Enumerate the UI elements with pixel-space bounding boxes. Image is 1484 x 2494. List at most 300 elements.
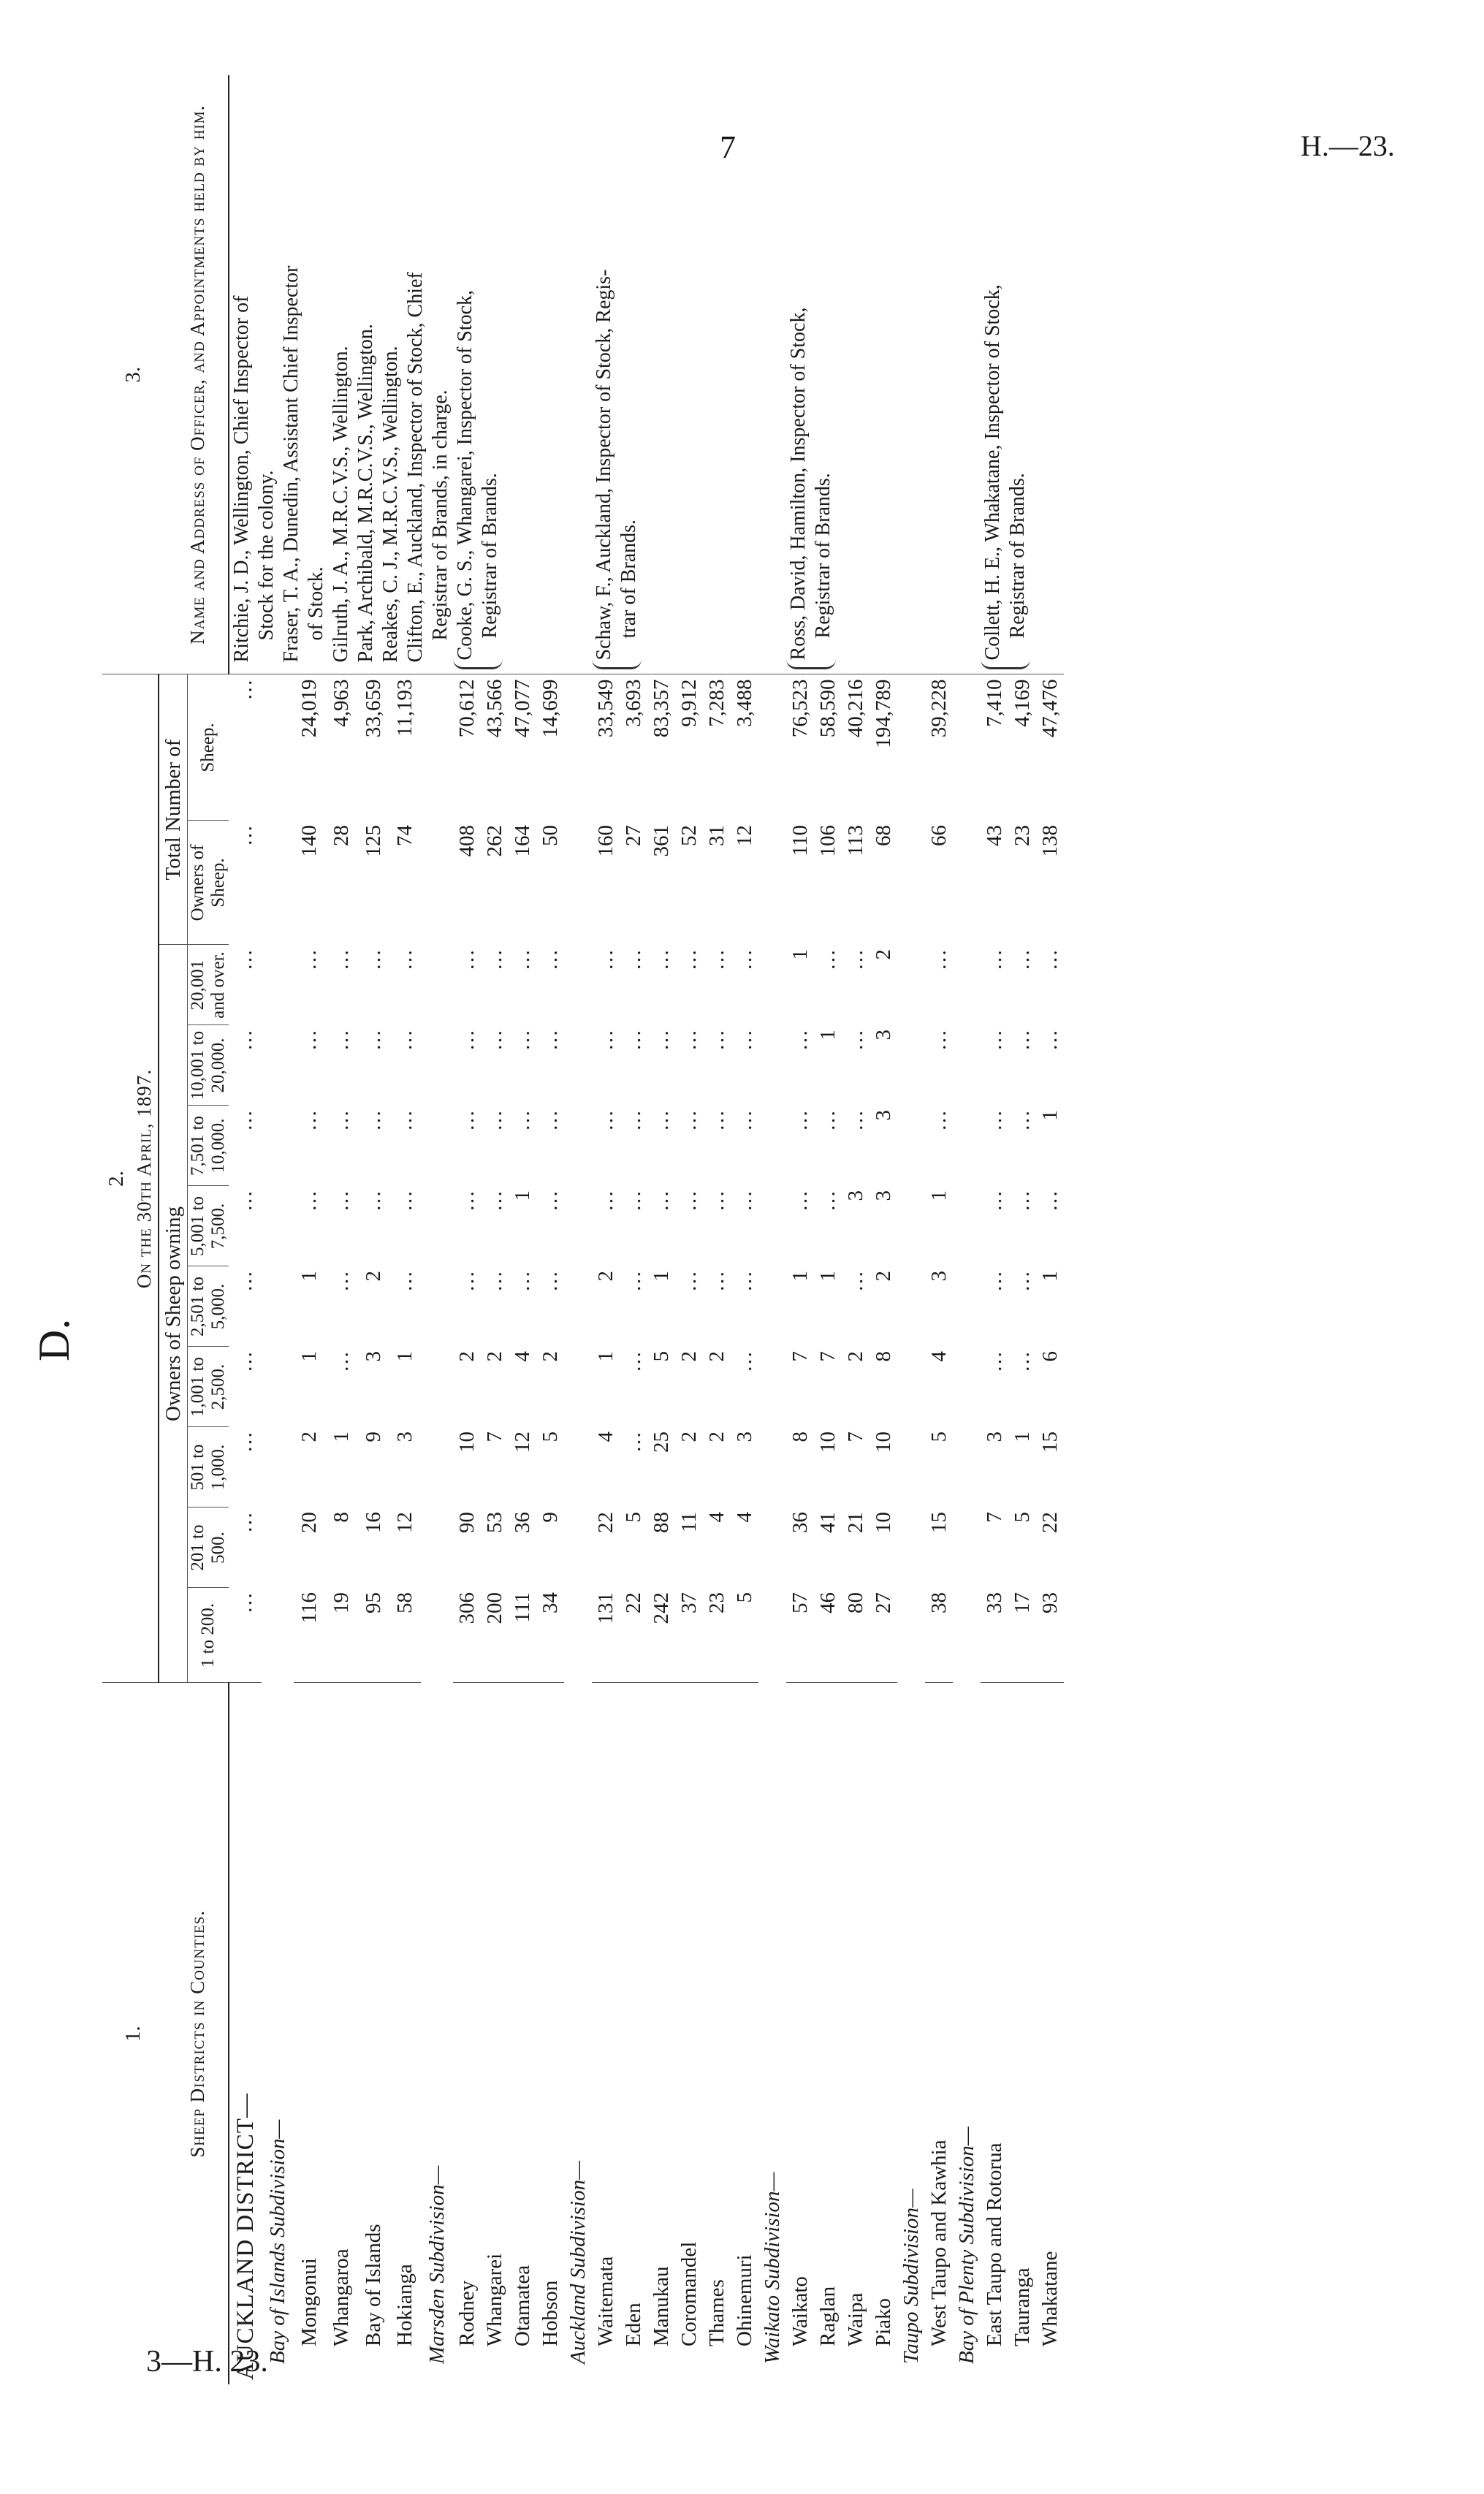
document-reference: H.—23.: [1301, 129, 1395, 162]
range-count-cell: 20: [297, 1512, 321, 1533]
sheep-count-cell: 39,228: [927, 679, 951, 738]
range-count-cell: …: [233, 1351, 257, 1372]
officer-line: Collett, H. E., Whakatane, Inspector of Stock,: [981, 284, 1004, 661]
officer-line: Ritchie, J. D., Wellington, Chief Inspector of: [230, 295, 253, 663]
sheep-count-cell: 3,693: [622, 679, 645, 727]
range-count-cell: 9: [539, 1512, 562, 1523]
officer-entry: [453, 80, 503, 670]
range-header-3: 501 to 1,000.: [188, 1427, 229, 1508]
range-count-cell: 1: [393, 1351, 417, 1362]
county-name: Ohinemuri: [733, 2254, 756, 2346]
county-name: East Taupo and Rotorua: [983, 2143, 1006, 2346]
range-count-cell: 2: [677, 1351, 701, 1362]
range-count-cell: …: [733, 949, 756, 970]
county-name: Waipa: [844, 2292, 867, 2346]
range-count-cell: …: [330, 1030, 354, 1051]
range-count-cell: …: [361, 1110, 385, 1131]
county-name: Raglan: [816, 2286, 840, 2346]
sheep-count-cell: 43,566: [483, 679, 506, 738]
county-name: Eden: [622, 2303, 645, 2346]
county-name: Tauranga: [1011, 2267, 1034, 2346]
range-count-cell: 242: [647, 1588, 675, 1683]
range-count-cell: 3: [872, 1190, 895, 1201]
range-count-cell: …: [455, 1030, 479, 1051]
owners-count-cell: 262: [483, 825, 506, 857]
county-name: Mongonui: [297, 2258, 321, 2346]
range-count-cell: …: [788, 1030, 812, 1051]
range-count-cell: 15: [1038, 1432, 1062, 1453]
range-count-cell: …: [539, 1271, 562, 1292]
range-count-cell: …: [677, 1271, 701, 1292]
range-header-6: 5,001 to 7,500.: [188, 1186, 229, 1266]
range-count-cell: …: [927, 949, 951, 970]
range-count-cell: …: [622, 1190, 645, 1212]
page-number: 7: [720, 129, 736, 165]
range-count-cell: 25: [650, 1432, 673, 1453]
range-count-cell: 2: [705, 1351, 728, 1362]
range-count-cell: …: [330, 1190, 354, 1212]
range-count-cell: 5: [927, 1432, 951, 1442]
range-count-cell: …: [330, 1351, 354, 1372]
county-name: Piako: [872, 2297, 895, 2346]
range-count-cell: …: [297, 1110, 321, 1131]
range-count-cell: …: [677, 1030, 701, 1051]
range-count-cell: 27: [870, 1588, 897, 1683]
owners-count-cell: 110: [788, 825, 812, 856]
range-count-cell: 19: [325, 1588, 357, 1683]
officer-line: trar of Brands.: [617, 519, 640, 639]
owners-of-sheep-owning-header: Owners of Sheep owning: [159, 945, 188, 1683]
range-count-cell: 11: [677, 1512, 701, 1532]
officer-line: Gilruth, J. A., M.R.C.V.S., Wellington.: [330, 346, 352, 663]
range-count-cell: 16: [361, 1512, 385, 1533]
range-count-cell: …: [511, 1110, 534, 1131]
owners-count-cell: 23: [1011, 825, 1034, 846]
range-count-cell: …: [233, 1512, 257, 1533]
range-count-cell: …: [297, 949, 321, 970]
range-count-cell: …: [1011, 1110, 1034, 1131]
range-count-cell: …: [622, 949, 645, 970]
officer-line: of Stock.: [305, 566, 327, 641]
owners-count-cell: 68: [872, 825, 895, 846]
sheep-count-cell: 4,963: [330, 679, 354, 727]
range-count-cell: 93: [1036, 1588, 1064, 1683]
range-count-cell: …: [455, 1271, 479, 1292]
officer-line: Registrar of Brands.: [812, 473, 834, 639]
column-2-number: 2.: [104, 1171, 128, 1187]
range-count-cell: 34: [536, 1588, 564, 1683]
range-count-cell: 53: [483, 1512, 506, 1533]
range-count-cell: 10: [872, 1432, 895, 1453]
range-count-cell: …: [229, 1588, 262, 1683]
range-count-cell: 1: [297, 1351, 321, 1362]
range-count-cell: …: [927, 1030, 951, 1051]
range-count-cell: 8: [330, 1512, 354, 1523]
officer-line: Clifton, E., Auckland, Inspector of Stock, Chief: [404, 272, 427, 663]
owners-count-cell: 12: [733, 825, 756, 846]
range-count-cell: …: [393, 949, 417, 970]
column-1-number: 1.: [121, 2026, 145, 2042]
county-name: Whangarei: [483, 2253, 506, 2346]
range-count-cell: 9: [361, 1432, 385, 1442]
column-1-header: [102, 1683, 229, 2384]
range-count-cell: …: [483, 1190, 506, 1212]
range-count-cell: …: [297, 1190, 321, 1212]
officer-cell: [786, 75, 981, 674]
sheep-count-cell: 14,699: [539, 679, 562, 738]
range-count-cell: …: [733, 1030, 756, 1051]
range-count-cell: 4: [705, 1512, 728, 1523]
sheep-count-cell: 47,077: [511, 679, 534, 738]
range-count-cell: 1: [330, 1432, 354, 1442]
range-count-cell: 2: [594, 1271, 617, 1282]
range-count-cell: …: [594, 1190, 617, 1212]
column-2-title: On the 30th April, 1897.: [133, 1068, 155, 1289]
sheep-count-cell: 47,476: [1038, 679, 1062, 738]
sheep-count-cell: 7,410: [983, 679, 1006, 727]
range-count-cell: …: [393, 1030, 417, 1051]
total-number-header: Total Number of: [159, 674, 188, 945]
range-count-cell: 12: [393, 1512, 417, 1533]
county-name: Coromandel: [677, 2241, 701, 2346]
range-count-cell: 58: [389, 1588, 422, 1683]
sheep-count-cell: 11,193: [393, 679, 417, 737]
appendix-label: D.: [30, 1318, 78, 1361]
officer-line: Ross, David, Hamilton, Inspector of Stock,: [787, 307, 810, 661]
range-count-cell: 23: [703, 1588, 731, 1683]
subdivision-name: Taupo Subdivision—: [899, 2189, 923, 2364]
owners-of-sheep-header: Owners of Sheep.: [188, 821, 229, 945]
range-count-cell: …: [483, 1030, 506, 1051]
range-count-cell: 36: [788, 1512, 812, 1533]
range-count-cell: …: [844, 949, 867, 970]
range-count-cell: …: [816, 1190, 840, 1212]
range-count-cell: 2: [677, 1432, 701, 1442]
range-count-cell: 37: [675, 1588, 703, 1683]
range-count-cell: …: [539, 1030, 562, 1051]
range-count-cell: …: [705, 1110, 728, 1131]
range-count-cell: 3: [361, 1351, 385, 1362]
officer-cell: [981, 75, 1064, 674]
sheep-count-cell: 40,216: [844, 679, 867, 738]
range-count-cell: …: [844, 1271, 867, 1292]
subdivision-name: Auckland Subdivision—: [566, 2161, 590, 2364]
range-count-cell: …: [233, 1190, 257, 1212]
range-count-cell: 1: [650, 1271, 673, 1282]
range-count-cell: 6: [1038, 1351, 1062, 1362]
range-count-cell: 1: [1038, 1271, 1062, 1282]
range-count-cell: …: [844, 1030, 867, 1051]
range-count-cell: 111: [509, 1588, 536, 1683]
range-count-cell: …: [650, 1030, 673, 1051]
range-count-cell: 80: [842, 1588, 870, 1683]
owners-count-cell: 164: [511, 825, 534, 857]
range-count-cell: 22: [594, 1512, 617, 1533]
officer-line: Stock for the colony.: [255, 470, 278, 641]
owners-count-cell: 106: [816, 825, 840, 857]
range-count-cell: 57: [786, 1588, 814, 1683]
range-header-4: 1,001 to 2,500.: [188, 1347, 229, 1427]
range-count-cell: 2: [483, 1351, 506, 1362]
owners-count-cell: …: [233, 825, 257, 846]
range-count-cell: …: [1011, 1190, 1034, 1212]
owners-count-cell: 361: [650, 825, 673, 857]
owners-count-cell: 31: [705, 825, 728, 846]
range-count-cell: 15: [927, 1512, 951, 1533]
county-name: Waikato: [788, 2276, 812, 2346]
table-row: [453, 75, 481, 2384]
range-count-cell: …: [705, 1190, 728, 1212]
range-count-cell: …: [816, 949, 840, 970]
district-row: [229, 75, 262, 2384]
range-count-cell: 5: [539, 1432, 562, 1442]
range-count-cell: 2: [455, 1351, 479, 1362]
range-count-cell: …: [539, 1110, 562, 1131]
range-count-cell: …: [361, 1190, 385, 1212]
range-count-cell: …: [788, 1190, 812, 1212]
range-count-cell: …: [483, 1110, 506, 1131]
table-row: [592, 75, 620, 2384]
range-count-cell: …: [1038, 1190, 1062, 1212]
range-count-cell: 2: [844, 1351, 867, 1362]
sheep-header: Sheep.: [188, 674, 229, 821]
county-name: Hobson: [539, 2280, 562, 2346]
owners-count-cell: 140: [297, 825, 321, 857]
table-body: [229, 75, 1064, 2384]
range-count-cell: …: [983, 1190, 1006, 1212]
range-count-cell: …: [622, 1271, 645, 1292]
officer-line: Fraser, T. A., Dunedin, Assistant Chief Inspector: [280, 265, 302, 663]
range-count-cell: 4: [927, 1351, 951, 1362]
sheep-count-cell: 58,590: [816, 679, 840, 738]
range-count-cell: 2: [297, 1432, 321, 1442]
officer-entry: [229, 80, 453, 670]
owners-count-cell: 113: [844, 825, 867, 856]
officer-entry: [786, 80, 836, 670]
range-count-cell: 33: [981, 1588, 1008, 1683]
range-count-cell: …: [511, 1030, 534, 1051]
column-1-title: Sheep Districts in Counties.: [186, 1909, 208, 2158]
county-name: Waitemata: [594, 2256, 617, 2346]
range-header-2: 201 to 500.: [188, 1508, 229, 1588]
range-count-cell: 7: [983, 1512, 1006, 1523]
sheep-count-cell: 9,912: [677, 679, 701, 727]
range-count-cell: 95: [357, 1588, 389, 1683]
range-count-cell: …: [393, 1110, 417, 1131]
range-count-cell: 1: [1038, 1110, 1062, 1121]
range-count-cell: 46: [814, 1588, 842, 1683]
sheep-owners-table: [102, 75, 1064, 2384]
range-count-cell: …: [233, 1432, 257, 1453]
range-count-cell: 306: [453, 1588, 481, 1683]
range-count-cell: …: [1011, 949, 1034, 970]
range-count-cell: 4: [511, 1351, 534, 1362]
range-count-cell: …: [844, 1110, 867, 1131]
range-count-cell: 41: [816, 1512, 840, 1533]
range-count-cell: 1: [511, 1190, 534, 1201]
range-count-cell: 8: [872, 1351, 895, 1362]
range-count-cell: …: [1038, 1030, 1062, 1051]
subdivision-name: Bay of Islands Subdivision—: [265, 2119, 289, 2364]
range-count-cell: 1: [927, 1190, 951, 1201]
range-count-cell: …: [705, 1030, 728, 1051]
range-count-cell: 2: [872, 949, 895, 960]
range-count-cell: 1: [297, 1271, 321, 1282]
range-count-cell: …: [983, 1271, 1006, 1292]
range-header-7: 7,501 to 10,000.: [188, 1106, 229, 1186]
range-count-cell: …: [705, 949, 728, 970]
officer-line: Park, Archibald, M.R.C.V.S., Wellington.: [354, 324, 377, 663]
range-count-cell: …: [393, 1271, 417, 1292]
range-count-cell: 116: [294, 1588, 326, 1683]
range-count-cell: …: [330, 1110, 354, 1131]
range-count-cell: …: [677, 1190, 701, 1212]
range-count-cell: …: [594, 949, 617, 970]
range-count-cell: 3: [983, 1432, 1006, 1442]
range-count-cell: 3: [872, 1030, 895, 1041]
range-count-cell: …: [733, 1190, 756, 1212]
range-count-cell: 3: [872, 1110, 895, 1121]
officer-entry: [592, 80, 642, 670]
range-count-cell: …: [511, 949, 534, 970]
county-name: Hokianga: [393, 2264, 417, 2346]
range-count-cell: …: [539, 1190, 562, 1212]
range-count-cell: …: [705, 1271, 728, 1292]
range-count-cell: …: [233, 1271, 257, 1292]
range-count-cell: …: [788, 1110, 812, 1131]
owners-count-cell: 74: [393, 825, 417, 846]
range-count-cell: 10: [816, 1432, 840, 1453]
table-row: [981, 75, 1008, 2384]
range-count-cell: …: [594, 1110, 617, 1131]
range-count-cell: 5: [731, 1588, 758, 1683]
range-count-cell: …: [361, 1030, 385, 1051]
sheep-count-cell: 83,357: [650, 679, 673, 738]
range-count-cell: …: [1011, 1351, 1034, 1372]
sheep-count-cell: …: [233, 679, 257, 701]
range-count-cell: …: [983, 1110, 1006, 1131]
owners-count-cell: 27: [622, 825, 645, 846]
owners-count-cell: 52: [677, 825, 701, 846]
owners-count-cell: 43: [983, 825, 1006, 846]
range-count-cell: 4: [733, 1512, 756, 1523]
range-count-cell: 131: [592, 1588, 620, 1683]
range-count-cell: …: [455, 949, 479, 970]
range-count-cell: …: [393, 1190, 417, 1212]
range-count-cell: 88: [650, 1512, 673, 1533]
range-count-cell: …: [330, 949, 354, 970]
range-count-cell: 7: [788, 1351, 812, 1362]
range-count-cell: 8: [788, 1432, 812, 1442]
range-count-cell: 22: [1038, 1512, 1062, 1533]
range-header-5: 2,501 to 5,000.: [188, 1266, 229, 1347]
range-count-cell: 2: [539, 1351, 562, 1362]
owners-count-cell: 408: [455, 825, 479, 857]
range-header-1: 1 to 200.: [188, 1588, 229, 1683]
range-count-cell: …: [622, 1351, 645, 1372]
owners-count-cell: 160: [594, 825, 617, 857]
district-name: AUCKLAND DISTRICT—: [232, 2093, 259, 2380]
range-count-cell: …: [733, 1351, 756, 1372]
range-count-cell: …: [483, 1271, 506, 1292]
range-count-cell: 10: [872, 1512, 895, 1533]
range-count-cell: 3: [393, 1432, 417, 1442]
officer-cell: [229, 75, 453, 674]
range-count-cell: …: [233, 949, 257, 970]
officer-line: Registrar of Brands.: [1006, 473, 1029, 639]
range-count-cell: …: [622, 1110, 645, 1131]
range-header-9: 20,001 and over.: [188, 945, 229, 1025]
range-count-cell: 3: [844, 1190, 867, 1201]
column-3-title: Name and Address of Officer, and Appointments held by him.: [186, 104, 208, 645]
range-count-cell: …: [622, 1432, 645, 1453]
column-3-header: [102, 75, 229, 674]
range-count-cell: …: [1038, 949, 1062, 970]
range-count-cell: 7: [816, 1351, 840, 1362]
range-count-cell: …: [733, 1271, 756, 1292]
range-count-cell: …: [233, 1110, 257, 1131]
range-count-cell: 90: [455, 1512, 479, 1533]
range-count-cell: …: [983, 1030, 1006, 1051]
range-count-cell: …: [539, 949, 562, 970]
range-count-cell: 1: [816, 1271, 840, 1282]
table-row: [786, 75, 814, 2384]
range-count-cell: …: [511, 1271, 534, 1292]
county-name: Thames: [705, 2279, 728, 2346]
sheep-count-cell: 7,283: [705, 679, 728, 727]
range-count-cell: …: [297, 1030, 321, 1051]
range-count-cell: …: [677, 1110, 701, 1131]
owners-count-cell: 50: [539, 825, 562, 846]
officer-line: Reakes, C. J., M.R.C.V.S., Wellington.: [379, 346, 402, 663]
sheet-signature: 3—H. 23.: [146, 2345, 268, 2379]
range-count-cell: …: [483, 949, 506, 970]
range-count-cell: 1: [788, 1271, 812, 1282]
subdivision-name: Waikato Subdivision—: [761, 2172, 784, 2364]
county-name: Whangaroa: [330, 2248, 354, 2346]
sheep-count-cell: 33,549: [594, 679, 617, 738]
range-count-cell: 38: [925, 1588, 953, 1683]
range-count-cell: 5: [650, 1351, 673, 1362]
range-count-cell: …: [1011, 1271, 1034, 1292]
range-count-cell: 21: [844, 1512, 867, 1533]
range-count-cell: …: [677, 949, 701, 970]
range-count-cell: 2: [361, 1271, 385, 1282]
range-count-cell: …: [455, 1110, 479, 1131]
subdivision-name: Marsden Subdivision—: [425, 2165, 449, 2364]
sheep-count-cell: 3,488: [733, 679, 756, 727]
county-name: Manukau: [650, 2266, 673, 2346]
range-count-cell: …: [816, 1110, 840, 1131]
range-count-cell: …: [733, 1110, 756, 1131]
range-count-cell: 12: [511, 1432, 534, 1453]
range-count-cell: 7: [483, 1432, 506, 1442]
range-count-cell: 1: [594, 1351, 617, 1362]
range-count-cell: 1: [788, 949, 812, 960]
sheep-count-cell: 4,169: [1011, 679, 1034, 727]
county-name: Otamatea: [511, 2265, 534, 2346]
range-count-cell: 22: [620, 1588, 647, 1683]
county-name: Whakatane: [1038, 2251, 1062, 2346]
column-2-header: [102, 674, 159, 1683]
officer-line: Schaw, F., Auckland, Inspector of Stock, Regis-: [593, 269, 615, 661]
subdivision-name: Bay of Plenty Subdivision—: [955, 2126, 978, 2364]
officer-line: Registrar of Brands, in charge.: [429, 389, 452, 641]
range-count-cell: …: [983, 1351, 1006, 1372]
range-count-cell: 7: [844, 1432, 867, 1442]
range-count-cell: …: [330, 1271, 354, 1292]
range-count-cell: 2: [872, 1271, 895, 1282]
